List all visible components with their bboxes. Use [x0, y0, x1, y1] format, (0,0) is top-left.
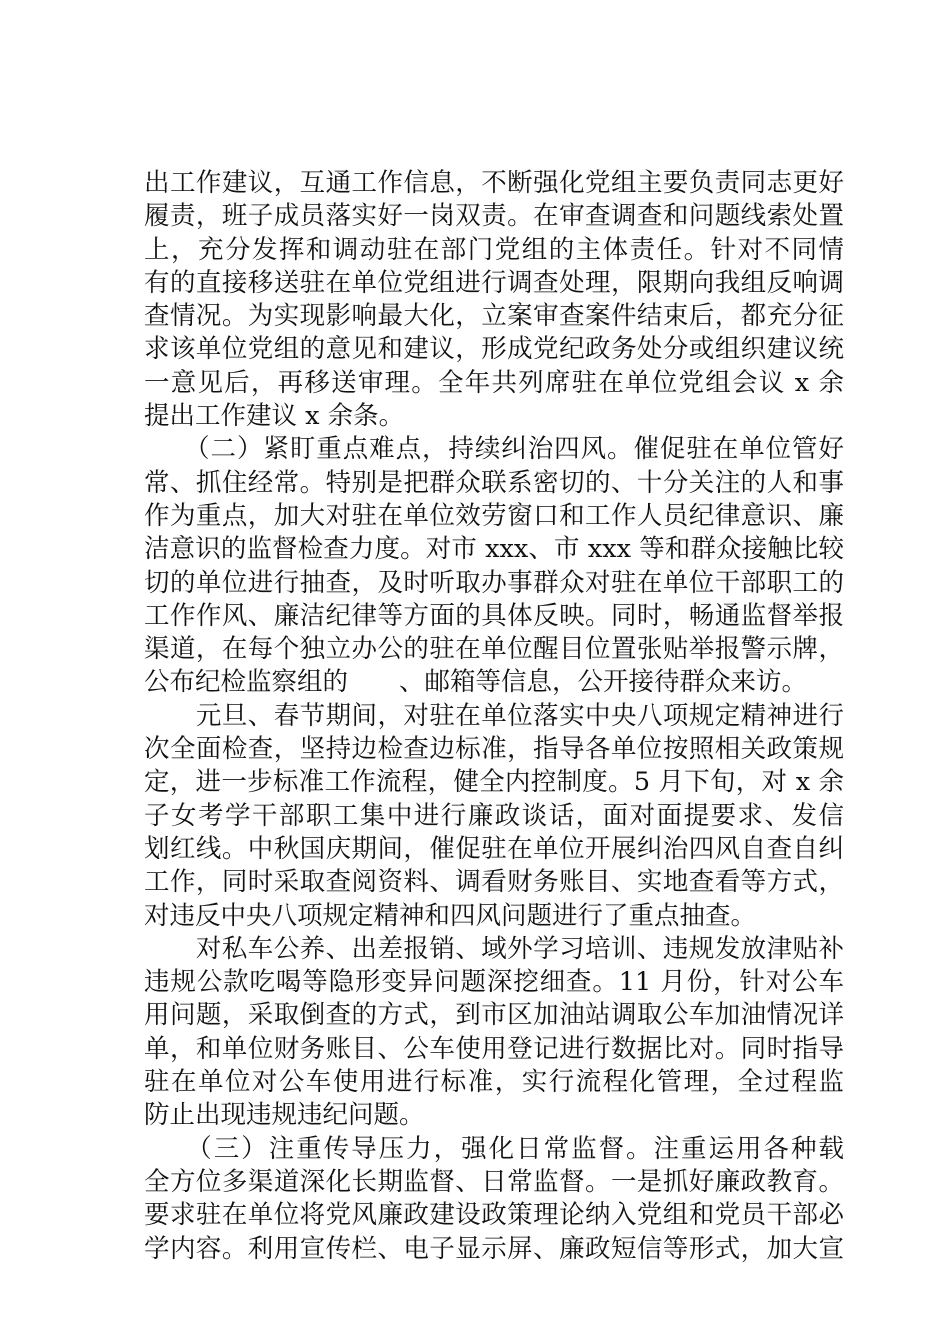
text-line: 履责，班子成员落实好一岗双责。在审查调查和问题线索处置 — [144, 201, 844, 232]
text-line: 定，进一步标准工作流程，健全内控制度。5 月下旬，对 x 余 — [144, 767, 844, 798]
text-line: （三）注重传导压力，强化日常监督。注重运用各种载 — [198, 1133, 844, 1164]
text-line: 划红线。中秋国庆期间，催促驻在单位开展纠治四风自查自纠 — [144, 833, 844, 864]
text-line: 求该单位党组的意见和建议，形成党纪政务处分或组织建议统 — [144, 334, 844, 365]
text-line: 切的单位进行抽查，及时听取办事群众对驻在单位干部职工的 — [144, 567, 844, 598]
text-line: 要求驻在单位将党风廉政建设政策理论纳入党组和党员干部必 — [144, 1200, 844, 1231]
text-line: 学内容。利用宣传栏、电子显示屏、廉政短信等形式，加大宣 — [144, 1233, 844, 1264]
text-line: 提出工作建议 x 余条。 — [144, 401, 405, 432]
text-line: 违规公款吃喝等隐形变异问题深挖细查。11 月份，针对公车 — [144, 967, 844, 998]
text-line: 对违反中央八项规定精神和四风问题进行了重点抽查。 — [144, 900, 757, 931]
text-line: 防止出现违规违纪问题。 — [144, 1100, 425, 1131]
text-line: 洁意识的监督检查力度。对市 xxx、市 xxx 等和群众接触比较 — [144, 534, 844, 565]
text-line: 全方位多渠道深化长期监督、日常监督。一是抓好廉政教育。 — [144, 1166, 844, 1197]
text-line: 查情况。为实现影响最大化，立案审查案件结束后，都充分征 — [144, 301, 844, 332]
document-body — [144, 167, 844, 1266]
text-line: 渠道，在每个独立办公的驻在单位醒目位置张贴举报警示牌， — [144, 634, 844, 665]
text-line: 驻在单位对公车使用进行标准，实行流程化管理，全过程监 — [144, 1067, 844, 1098]
text-line: 有的直接移送驻在单位党组进行调查处理，限期向我组反响调 — [144, 267, 844, 298]
text-line: 工作作风、廉洁纪律等方面的具体反映。同时，畅通监督举报 — [144, 600, 844, 631]
text-line: 对私车公养、出差报销、域外学习培训、违规发放津贴补 — [195, 933, 844, 964]
text-line: 上，充分发挥和调动驻在部门党组的主体责任。针对不同情 — [144, 234, 844, 265]
text-line: 单，和单位财务账目、公车使用登记进行数据比对。同时指导 — [144, 1033, 844, 1064]
text-line: 次全面检查，坚持边检查边标准，指导各单位按照相关政策规 — [144, 734, 844, 765]
text-line: 作为重点，加大对驻在单位效劳窗口和工作人员纪律意识、廉 — [144, 500, 844, 531]
text-line: 用问题，采取倒查的方式，到市区加油站调取公车加油情况详 — [144, 1000, 844, 1031]
text-line: 一意见后，再移送审理。全年共列席驻在单位党组会议 x 余 — [144, 367, 844, 398]
text-line: 出工作建议，互通工作信息，不断强化党组主要负责同志更好 — [144, 168, 844, 198]
text-line: 常、抓住经常。特别是把群众联系密切的、十分关注的人和事 — [144, 467, 844, 498]
text-line: 子女考学干部职工集中进行廉政谈话，面对面提要求、发信 — [144, 800, 844, 831]
text-line: 工作，同时采取查阅资料、调看财务账目、实地查看等方式， — [144, 867, 844, 898]
text-line: 元旦、春节期间，对驻在单位落实中央八项规定精神进行 — [195, 700, 844, 731]
text-line: （二）紧盯重点难点，持续纠治四风。催促驻在单位管好 — [196, 434, 844, 465]
text-line: 公布纪检监察组的 、邮箱等信息，公开接待群众来访。 — [144, 667, 808, 698]
